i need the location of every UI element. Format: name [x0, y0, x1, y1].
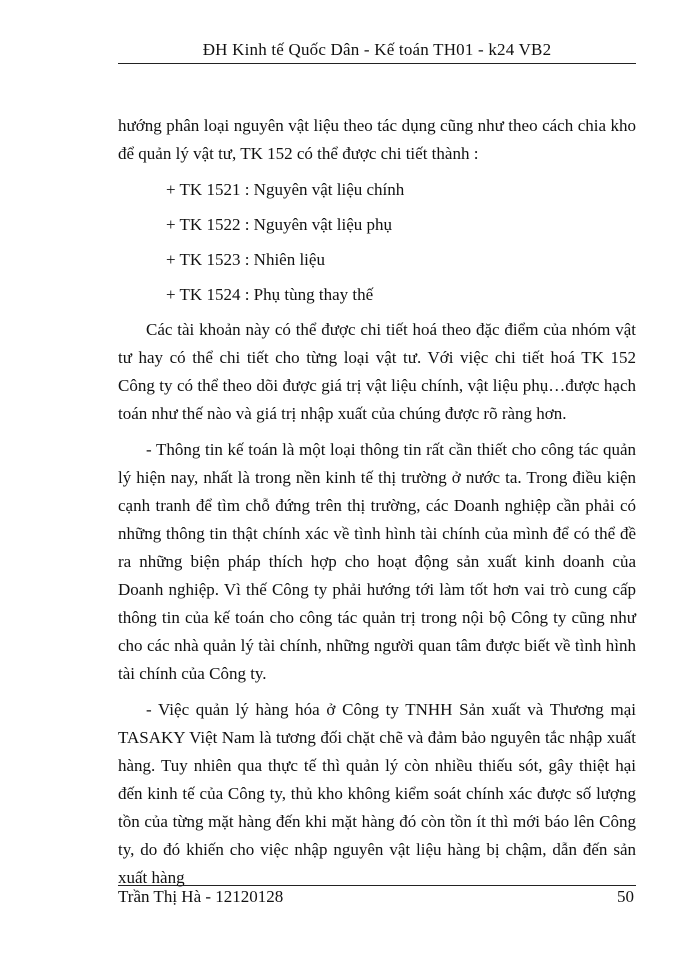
paragraph-3: - Thông tin kế toán là một loại thông tin rất cần thiết cho công tác quản lý hiện nay, nhất là trong nền kinh tế thị trường ở nước ta. Trong điều kiện cạnh tranh để tìm chỗ đứng trên thị trường, các Doanh nghiệp cần phải có những thông tin thật chính xác về tình hình tài chính của mình để có thể đề ra những biện pháp thích hợp cho hoạt động sản xuất kinh doanh của Doanh nghiệp. Vì thế Công ty phải hướng tới làm tốt hơn vai trò cung cấp thông tin của kế toán cho công tác quản trị trong nội bộ Công ty cũng như cho các nhà quản lý tài chính, những người quan tâm được biết về tình hình tài chính của Công ty.: [118, 440, 636, 683]
page-number: 50: [617, 887, 634, 906]
list-item-tk1522: + TK 1522 : Nguyên vật liệu phụ: [166, 215, 392, 234]
paragraph-4: - Việc quản lý hàng hóa ở Công ty TNHH Sản xuất và Thương mại TASAKY Việt Nam là tương đối chặt chẽ và đảm bảo nguyên tắc nhập xuất hàng. Tuy nhiên qua thực tế thì quản lý còn nhiều thiếu sót, gây thiệt hại đến kinh tế của Công ty, thủ kho không kiểm soát chính xác được số lượng tồn của từng mặt hàng đến khi mặt hàng đó còn tồn ít thì mới báo lên Công ty, do đó khiến cho việc nhập nguyên vật liệu hàng bị chậm, dẫn đến sản xuất hàng: [118, 700, 636, 887]
list-item-tk1523: + TK 1523 : Nhiên liệu: [166, 250, 325, 269]
page-header: ĐH Kinh tế Quốc Dân - Kế toán TH01 - k24 VB2: [202, 40, 552, 59]
header-divider: [118, 63, 636, 64]
paragraph-1: hướng phân loại nguyên vật liệu theo tác dụng cũng như theo cách chia kho để quản lý vật tư, TK 152 có thể được chi tiết thành :: [118, 116, 636, 163]
list-item-tk1521: + TK 1521 : Nguyên vật liệu chính: [166, 180, 405, 199]
document-body: [118, 112, 636, 892]
list-item-tk1524: + TK 1524 : Phụ tùng thay thế: [166, 285, 374, 304]
footer-divider: [118, 885, 636, 886]
paragraph-2: Các tài khoản này có thể được chi tiết hoá theo đặc điểm của nhóm vật tư hay có thể chi tiết cho từng loại vật tư. Với việc chi tiết hoá TK 152 Công ty có thể theo dõi được giá trị vật liệu chính, vật liệu phụ…được hạch toán như thế nào và giá trị nhập xuất của chúng được rõ ràng hơn.: [118, 320, 636, 423]
footer-author: Trần Thị Hà - 12120128: [118, 887, 284, 906]
